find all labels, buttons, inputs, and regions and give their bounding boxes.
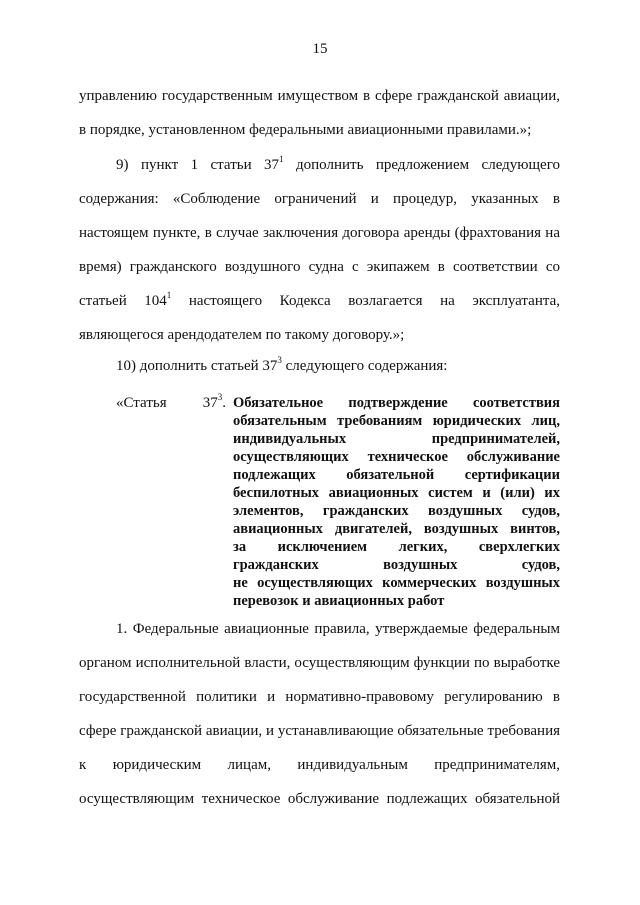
paragraph-clause-1 <box>79 612 560 816</box>
superscript: 1 <box>279 154 284 164</box>
article-label <box>116 394 226 412</box>
heading-line: обязательным требованиям юридических лиц, <box>233 413 560 429</box>
text-line: настоящем пункте, в случае заключения договора аренды (фрахтования на <box>79 225 560 241</box>
text-line <box>79 148 560 182</box>
text-line: к юридическим лицам, индивидуальным предпринимателям, <box>79 757 560 773</box>
text-line: осуществляющим техническое обслуживание подлежащих обязательной <box>79 791 560 807</box>
superscript: 1 <box>166 290 172 300</box>
text-line: 1. Федеральные авиационные правила, утверждаемые федеральным <box>116 621 560 637</box>
text-fragment: дополнить предложением следующего <box>283 157 560 173</box>
heading-line: за исключением легких, сверхлегких <box>233 539 560 555</box>
text-fragment: 10) дополнить статьей 37 <box>116 358 278 374</box>
superscript: 3 <box>277 355 282 365</box>
text-line <box>79 284 560 318</box>
article-label-number: 37 <box>202 395 218 411</box>
article-block <box>116 392 560 609</box>
text-line: сфере гражданской авиации, и устанавливающие обязательные требования <box>79 723 560 739</box>
article-label-dot: . <box>222 395 226 411</box>
text-line: содержания: «Соблюдение ограничений и процедур, указанных в <box>79 191 560 207</box>
text-line: время) гражданского воздушного судна с экипажем в соответствии со <box>79 259 560 275</box>
heading-line: перевозок и авиационных работ <box>233 593 445 609</box>
article-label-word: «Статья <box>116 395 167 411</box>
text-line: в порядке, установленном федеральными авиационными правилами.»; <box>79 122 532 138</box>
text-line: управлению государственным имуществом в сфере гражданской авиации, <box>79 88 560 104</box>
article-label-number-group <box>203 394 226 412</box>
heading-line: подлежащих обязательной сертификации <box>233 467 560 483</box>
text-line: органом исполнительной власти, осуществляющим функции по выработке <box>79 655 560 671</box>
page-number: 15 <box>312 41 328 57</box>
paragraph-item-10 <box>79 349 560 383</box>
text-fragment: следующего содержания: <box>281 358 448 374</box>
heading-line: элементов, гражданских воздушных судов, <box>233 503 560 519</box>
paragraph-continuation <box>79 79 560 147</box>
heading-line: гражданских воздушных судов, <box>233 557 560 573</box>
heading-line: не осуществляющих коммерческих воздушных <box>233 575 560 591</box>
text-fragment: настоящего Кодекса возлагается на эксплуатанта, <box>171 293 560 309</box>
heading-line: Обязательное подтверждение соответствия <box>233 395 560 411</box>
heading-line: индивидуальных предпринимателей, <box>233 431 560 447</box>
heading-line: авиационных двигателей, воздушных винтов, <box>233 521 560 537</box>
text-fragment: статьей 104 <box>79 293 167 309</box>
text-line <box>79 349 560 383</box>
paragraph-item-9 <box>79 148 560 352</box>
text-fragment: 9) пункт 1 статьи 37 <box>116 157 280 173</box>
article-heading <box>233 394 560 610</box>
heading-line: беспилотных авиационных систем и (или) их <box>233 485 560 501</box>
superscript: 3 <box>217 392 223 402</box>
text-line: являющегося арендодателем по такому договору.»; <box>79 327 405 343</box>
heading-line: осуществляющих техническое обслуживание <box>233 449 560 465</box>
text-line: государственной политики и нормативно-правовому регулированию в <box>79 689 560 705</box>
